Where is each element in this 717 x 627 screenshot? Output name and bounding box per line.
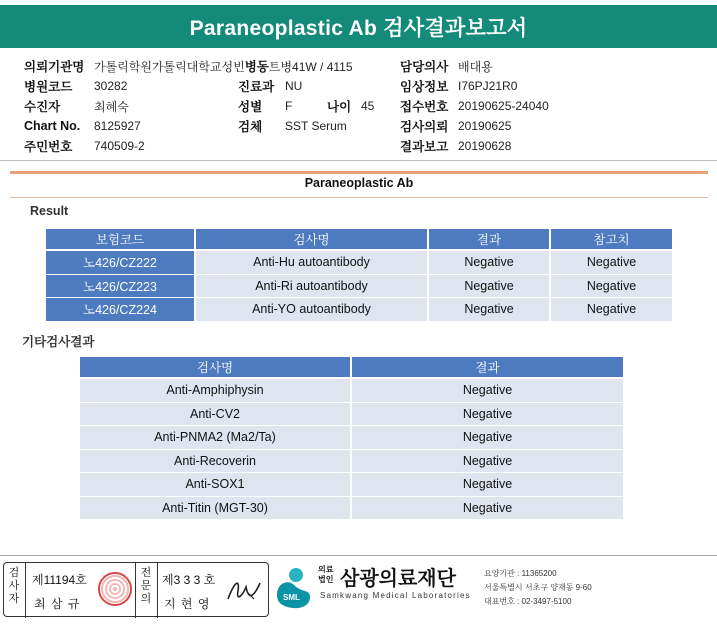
clinical-info-value: I76PJ21R0	[458, 79, 518, 93]
info-row-receipt	[400, 96, 549, 116]
test-result: Negative	[429, 251, 551, 275]
result-table	[46, 229, 674, 322]
sml-logo-icon	[274, 565, 312, 609]
table-row	[46, 275, 674, 299]
test-result: Negative	[352, 450, 625, 474]
resident-no-value: 740509-2	[94, 139, 145, 153]
hospital-code-label: 병원코드	[24, 80, 73, 94]
insurance-code: 노426/CZ223	[46, 275, 196, 299]
col-header-code: 보험코드	[46, 229, 196, 251]
test-name: Anti-SOX1	[80, 473, 352, 497]
specimen-value: SST Serum	[285, 119, 347, 133]
test-name: Anti-CV2	[80, 403, 352, 427]
divider	[135, 563, 136, 618]
test-result: Negative	[352, 403, 625, 427]
receipt-no-label: 접수번호	[400, 100, 449, 114]
institution-number: 요양기관 : 11365200	[484, 569, 557, 578]
phone-number: 대표번호 : 02-3497-5100	[484, 597, 572, 606]
test-reference: Negative	[551, 275, 674, 299]
other-table-header	[80, 357, 625, 379]
info-row-sex-age	[238, 96, 374, 116]
org-prefix-bottom: 법인	[318, 575, 334, 584]
divider	[10, 197, 708, 198]
ward-value: 트병41W / 4115	[268, 59, 353, 74]
institution-value: 가톨릭학원가톨릭대학교성빈	[94, 59, 245, 74]
test-name: Anti-PNMA2 (Ma2/Ta)	[80, 426, 352, 450]
test-result: Negative	[429, 275, 551, 299]
test-reference: Negative	[551, 298, 674, 322]
info-row-report-date	[400, 136, 549, 156]
info-row-specimen	[238, 116, 374, 136]
report-date-label: 결과보고	[400, 140, 449, 154]
table-row	[80, 473, 625, 497]
signature-mark	[224, 573, 264, 607]
section-title: Paraneoplastic Ab	[304, 176, 414, 190]
insurance-code: 노426/CZ222	[46, 251, 196, 275]
request-date-value: 20190625	[458, 119, 512, 133]
info-row-doctor	[400, 56, 549, 76]
tester-license-no: 제11194호	[32, 573, 87, 587]
logo-text: SML	[283, 593, 300, 602]
test-name: Anti-YO autoantibody	[196, 298, 429, 322]
table-row	[46, 298, 674, 322]
divider	[0, 555, 717, 556]
test-name: Anti-Ri autoantibody	[196, 275, 429, 299]
table-row	[80, 403, 625, 427]
test-result: Negative	[429, 298, 551, 322]
table-row	[80, 450, 625, 474]
patient-info-col3	[400, 56, 549, 156]
test-name: Anti-Amphiphysin	[80, 379, 352, 403]
result-table-header	[46, 229, 674, 251]
test-result: Negative	[352, 497, 625, 521]
info-row-institution	[24, 56, 353, 76]
patient-info-col2	[238, 76, 374, 136]
col-header-test: 검사명	[80, 357, 352, 379]
divider	[157, 563, 158, 618]
test-name: Anti-Titin (MGT-30)	[80, 497, 352, 521]
receipt-no-value: 20190625-24040	[458, 99, 549, 113]
patient-name-label: 수진자	[24, 100, 61, 114]
test-result: Negative	[352, 426, 625, 450]
tester-label: 검사자	[8, 567, 20, 605]
patient-name-value: 최혜숙	[94, 99, 129, 114]
section-accent-bar	[10, 171, 708, 174]
doctor-label: 담당의사	[400, 60, 449, 74]
specimen-label: 검체	[238, 120, 263, 134]
age-label: 나이	[327, 100, 352, 114]
organization-name-en: Samkwang Medical Laboratories	[320, 591, 471, 600]
divider	[25, 563, 26, 618]
official-seal-stamp	[98, 572, 132, 606]
address: 서울특별시 서초구 양재동 9-60	[484, 583, 592, 592]
other-results-table	[80, 357, 625, 520]
institution-label: 의뢰기관명	[24, 60, 85, 74]
resident-no-label: 주민번호	[24, 140, 73, 154]
sex-value: F	[285, 99, 293, 113]
col-header-result: 결과	[429, 229, 551, 251]
age-value: 45	[361, 99, 375, 113]
col-header-result: 결과	[352, 357, 625, 379]
ward-label: 병동	[244, 60, 269, 74]
organization-name: 삼광의료재단	[340, 566, 456, 590]
chart-no-value: 8125927	[94, 119, 141, 133]
test-name: Anti-Recoverin	[80, 450, 352, 474]
divider	[0, 160, 717, 161]
table-row	[80, 426, 625, 450]
insurance-code: 노426/CZ224	[46, 298, 196, 322]
doctor-value: 배대용	[458, 59, 493, 74]
other-results-heading: 기타검사결과	[22, 335, 95, 349]
org-prefix-top: 의료	[318, 565, 334, 574]
report-title: Paraneoplastic Ab 검사결과보고서	[0, 5, 717, 48]
info-row-request-date	[400, 116, 549, 136]
dept-label: 진료과	[238, 80, 275, 94]
col-header-reference: 참고치	[551, 229, 674, 251]
test-reference: Negative	[551, 251, 674, 275]
info-row-clinical	[400, 76, 549, 96]
address-block	[484, 567, 592, 609]
dept-value: NU	[285, 79, 303, 93]
test-result: Negative	[352, 473, 625, 497]
test-name: Anti-Hu autoantibody	[196, 251, 429, 275]
specialist-name: 지 현 영	[164, 597, 211, 611]
table-row	[80, 497, 625, 521]
report-date-value: 20190628	[458, 139, 512, 153]
hospital-code-value: 30282	[94, 79, 128, 93]
table-row	[46, 251, 674, 275]
signature-box	[3, 562, 269, 617]
result-heading: Result	[30, 204, 69, 218]
clinical-info-label: 임상정보	[400, 80, 449, 94]
test-result: Negative	[352, 379, 625, 403]
request-date-label: 검사의뢰	[400, 120, 449, 134]
info-row-resident-no	[24, 136, 353, 156]
col-header-test: 검사명	[196, 229, 429, 251]
info-row-dept	[238, 76, 374, 96]
specialist-label: 전문의	[140, 567, 152, 605]
sex-label: 성별	[238, 100, 263, 114]
tester-name: 최 삼 규	[34, 597, 81, 611]
specialist-license-no: 제3 3 3 호	[162, 573, 216, 587]
chart-no-label: Chart No.	[24, 119, 81, 133]
table-row	[80, 379, 625, 403]
